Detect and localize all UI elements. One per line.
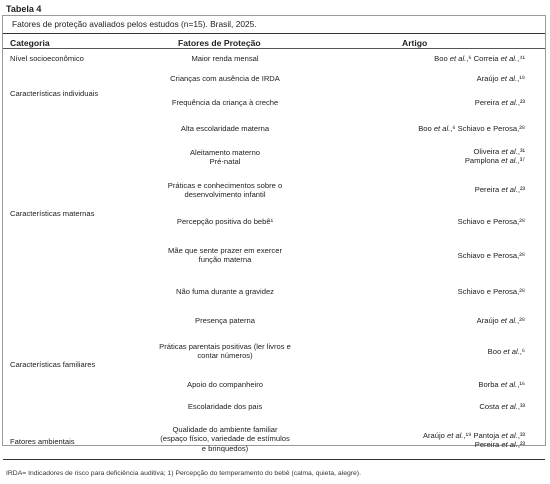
category-maternal: Características maternas — [10, 209, 95, 218]
factor-row: Não fuma durante a gravidez — [176, 287, 274, 296]
article-row: Araújo et al.,¹⁹ Pantoja et al.,³³ Pereira et al.,²³ — [422, 431, 525, 450]
article-row: Araújo et al.,¹⁹ — [476, 74, 525, 83]
table-footnote: IRDA= Indicadores de risco para deficiência auditiva; 1) Percepção do temperamento do bebê (calma, quieta, alegre). — [6, 470, 361, 477]
table-bottom-rule — [3, 459, 545, 460]
factor-row: Maior renda mensal — [191, 54, 259, 63]
factor-row: Percepção positiva do bebê¹ — [176, 217, 274, 226]
article-row: Boo et al.,⁶ — [487, 347, 525, 356]
article-row: Boo et al.,⁶ Correia et al.,⁴¹ — [434, 54, 525, 63]
factor-row: Crianças com ausência de IRDA — [170, 74, 280, 83]
factor-row: Alta escolaridade materna — [180, 124, 270, 133]
factor-row: Qualidade do ambiente familiar (espaço físico, variedade de estímulos e brinquedos) — [160, 425, 290, 453]
category-family: Características familiares — [10, 360, 96, 369]
category-socioeconomic: Nível socioeconômico — [10, 54, 84, 63]
factor-row: Práticas e conhecimentos sobre o desenvolvimento infantil — [167, 181, 283, 200]
factor-row: Presença paterna — [195, 316, 255, 325]
factor-row: Práticas parentais positivas (ler livros e contar números) — [159, 342, 291, 361]
article-row: Araújo et al.,²⁸ — [476, 316, 525, 325]
factor-row: Mãe que sente prazer em exercer função materna — [168, 246, 282, 265]
table-caption: Fatores de proteção avaliados pelos estudos (n=15). Brasil, 2025. — [12, 19, 257, 29]
header-rule-top — [3, 33, 545, 34]
factor-row: Frequência da criança à creche — [171, 98, 279, 107]
header-rule-bottom — [3, 48, 545, 49]
article-row: Boo et al.,⁶ Schiavo e Perosa,²⁸ — [418, 124, 525, 133]
article-row: Costa et al.,³³ — [479, 402, 525, 411]
article-row: Schiavo e Perosa,²⁸ — [457, 287, 525, 296]
article-row: Borba et al.,¹⁶ — [478, 380, 525, 389]
header-category: Categoria — [10, 38, 50, 48]
header-factor: Fatores de Proteção — [178, 38, 261, 48]
header-article: Artigo — [402, 38, 428, 48]
article-row: Schiavo e Perosa,²⁸ — [457, 217, 525, 226]
factor-row: Escolaridade dos pais — [187, 402, 263, 411]
article-row: Oliveira et al.,³¹ Pamplona et al.,³⁷ — [464, 147, 525, 166]
article-row: Pereira et al.,²³ — [474, 98, 525, 107]
factor-row: Aleitamento materno Pré-natal — [189, 148, 261, 167]
category-individual: Características individuais — [10, 89, 99, 98]
category-environmental: Fatores ambientais — [10, 437, 75, 446]
table-label: Tabela 4 — [6, 4, 42, 14]
factor-row: Apoio do companheiro — [187, 380, 263, 389]
article-row: Pereira et al.,²³ — [474, 185, 525, 194]
article-row: Schiavo e Perosa,²⁸ — [457, 251, 525, 260]
